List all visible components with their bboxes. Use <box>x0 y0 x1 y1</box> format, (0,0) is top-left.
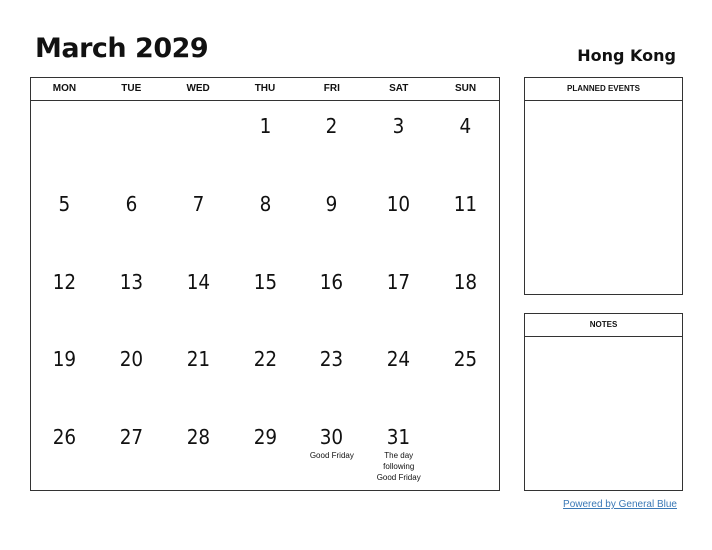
day-cell <box>432 412 499 490</box>
day-cell <box>165 101 232 179</box>
day-number: 25 <box>453 347 478 372</box>
day-number: 21 <box>186 347 210 372</box>
day-cell <box>365 257 432 335</box>
day-number: 11 <box>453 191 478 216</box>
day-cell <box>98 334 165 412</box>
day-cell <box>432 101 499 179</box>
day-number: 29 <box>253 425 277 450</box>
day-number: 6 <box>125 191 138 216</box>
holiday-label: The day following Good Friday <box>376 451 421 483</box>
day-number: 7 <box>192 191 204 216</box>
notes-panel <box>524 313 683 491</box>
day-number: 2 <box>325 114 338 138</box>
weekday-header <box>31 78 499 101</box>
weekday-thu: THU <box>254 83 276 94</box>
day-number: 4 <box>459 114 472 138</box>
day-number: 16 <box>320 269 344 294</box>
day-cell <box>232 334 299 412</box>
day-cell <box>165 179 232 257</box>
day-cell <box>31 257 98 335</box>
day-number: 18 <box>453 269 478 294</box>
day-number: 19 <box>52 347 77 372</box>
day-number: 17 <box>387 269 411 294</box>
day-number: 13 <box>119 269 143 294</box>
planned-events-title: PLANNED EVENTS <box>525 78 682 101</box>
day-number: 23 <box>320 347 344 372</box>
day-number: 30 <box>320 425 344 450</box>
weekday-wed: WED <box>186 83 210 94</box>
day-cell <box>232 412 299 490</box>
day-cell <box>365 179 432 257</box>
day-cell <box>31 179 98 257</box>
day-cell <box>165 257 232 335</box>
day-cell <box>365 412 432 490</box>
day-number: 1 <box>259 114 271 138</box>
day-number: 28 <box>186 425 210 450</box>
day-cell <box>232 257 299 335</box>
calendar-grid <box>30 77 500 491</box>
day-cell <box>298 179 365 257</box>
weekday-sun: SUN <box>455 83 477 94</box>
day-cell <box>365 101 432 179</box>
day-number: 20 <box>119 347 143 372</box>
calendar-days <box>31 101 499 490</box>
day-number: 9 <box>325 191 338 216</box>
page-title: March 2029 <box>35 33 209 64</box>
day-cell <box>298 334 365 412</box>
day-cell <box>232 101 299 179</box>
day-cell <box>432 179 499 257</box>
day-number: 8 <box>259 191 271 216</box>
day-cell <box>432 334 499 412</box>
day-number: 3 <box>392 114 405 138</box>
day-number: 27 <box>119 425 143 450</box>
planned-events-panel <box>524 77 683 295</box>
day-number: 22 <box>253 347 277 372</box>
day-cell <box>365 334 432 412</box>
day-number: 31 <box>387 425 411 450</box>
day-number: 12 <box>52 269 77 294</box>
day-cell <box>31 334 98 412</box>
weekday-sat: SAT <box>389 83 409 94</box>
day-number: 14 <box>186 269 210 294</box>
region-label: Hong Kong <box>577 46 676 65</box>
day-number: 10 <box>387 191 411 216</box>
day-cell <box>432 257 499 335</box>
day-cell <box>165 334 232 412</box>
powered-by-link[interactable]: Powered by General Blue <box>563 499 677 510</box>
day-cell <box>298 101 365 179</box>
holiday-label: Good Friday <box>309 451 354 461</box>
day-cell <box>98 179 165 257</box>
weekday-mon: MON <box>52 83 77 94</box>
notes-title: NOTES <box>525 314 682 337</box>
day-cell <box>232 179 299 257</box>
weekday-fri: FRI <box>323 83 340 94</box>
day-cell <box>165 412 232 490</box>
day-cell <box>31 101 98 179</box>
day-cell <box>31 412 98 490</box>
day-cell <box>98 257 165 335</box>
day-number: 15 <box>253 269 277 294</box>
weekday-tue: TUE <box>121 83 142 94</box>
day-cell <box>98 101 165 179</box>
day-number: 24 <box>387 347 411 372</box>
day-number: 5 <box>58 191 71 216</box>
day-cell <box>298 412 365 490</box>
day-number: 26 <box>52 425 77 450</box>
day-cell <box>98 412 165 490</box>
day-cell <box>298 257 365 335</box>
